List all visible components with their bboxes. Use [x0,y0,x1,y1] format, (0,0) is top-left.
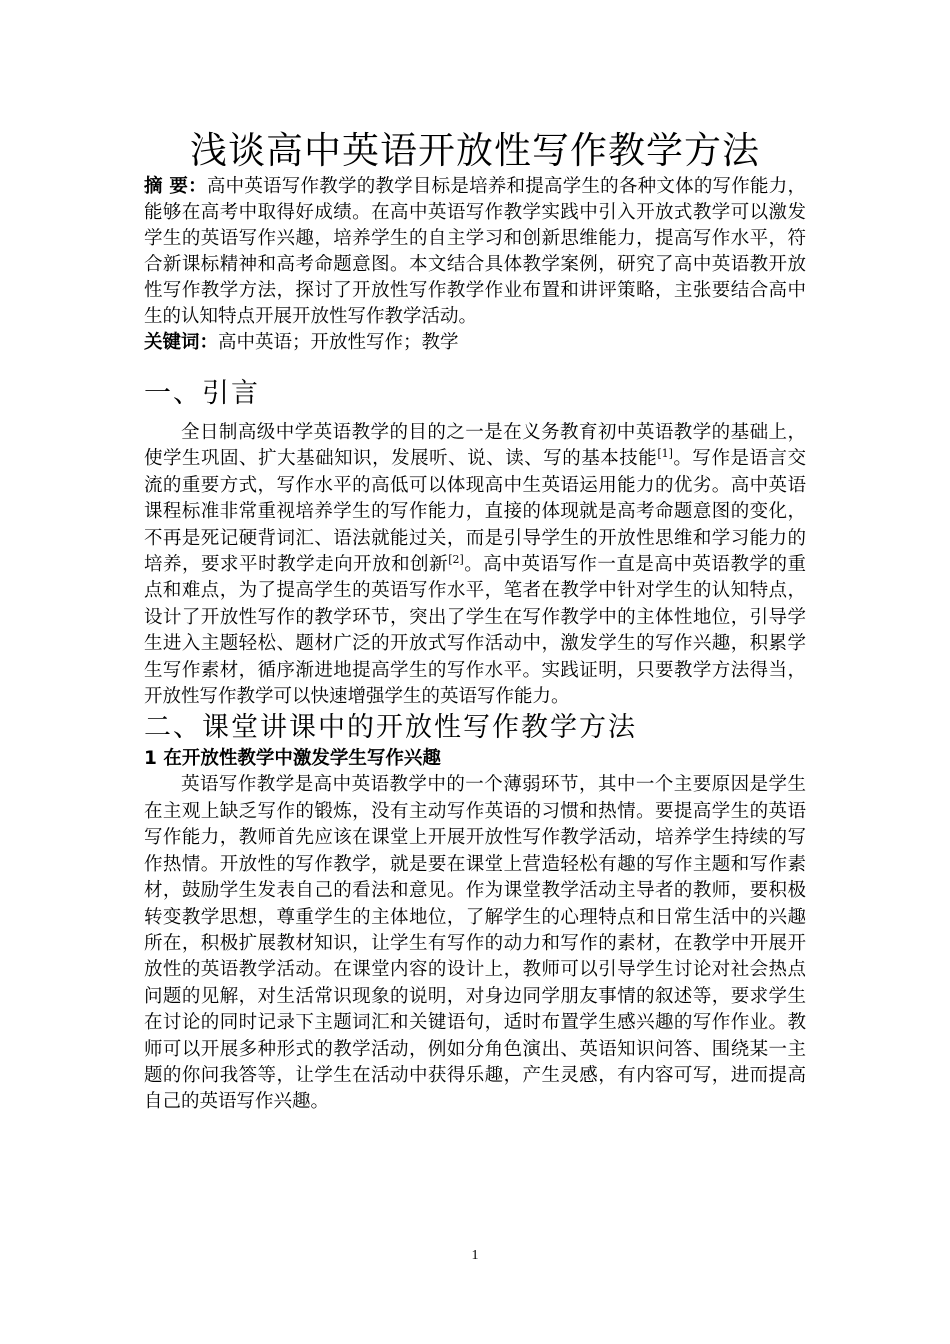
abstract [144,174,806,330]
keywords-label: 关键词： [144,332,219,353]
keywords [144,330,806,356]
intro-text-part3: 。高中英语写作一直是高中英语教学的重点和难点，为了提高学生的英语写作水平，笔者在教学中针对学生的认知特点，设计了开放性写作的教学环节，突出了学生在写作教学中的主体性地位，引导学生进入主题轻松、题材广泛的开放式写作活动中，激发学生的写作兴趣，积累学生写作素材，循序渐进地提高学生的写作水平。实践证明，只要教学方法得当，开放性写作教学可以快速增强学生的英语写作能力。 [144,554,806,708]
subsection-heading-1: 1 在开放性教学中激发学生写作兴趣 [144,748,441,770]
document-page [144,128,806,1116]
abstract-label: 摘 要： [144,176,207,197]
intro-text-part2: 。写作是语言交流的重要方式，写作水平的高低可以体现高中生英语运用能力的优劣。高中英语课程标准非常重视培养学生的写作能力，直接的体现就是高考命题意图的变化，不再是死记硬背词汇、语法就能过关，而是引导学生的开放性思维和学习能力的培养，要求平时教学走向开放和创新 [144,448,806,576]
citation-1: [1] [657,447,673,461]
intro-text-part1: 全日制高级中学英语教学的目的之一是在义务教育初中英语教学的基础上，使学生巩固、扩大基础知识，发展听、说、读、写的基本技能 [144,422,806,470]
citation-2: [2] [448,552,464,566]
page-number: 1 [471,1248,479,1263]
abstract-text: 高中英语写作教学的教学目标是培养和提高学生的各种文体的写作能力，能够在高考中取得好成绩。在高中英语写作教学实践中引入开放式教学可以激发学生的英语写作兴趣，培养学生的自主学习和创新思维能力，提高写作水平，符合新课标精神和高考命题意图。本文结合具体教学案例，研究了高中英语教开放性写作教学方法，探讨了开放性写作教学作业布置和讲评策略，主张要结合高中生的认知特点开展开放性写作教学活动。 [144,176,806,327]
subsection-1-paragraph: 英语写作教学是高中英语教学中的一个薄弱环节，其中一个主要原因是学生在主观上缺乏写作的锻炼，没有主动写作英语的习惯和热情。要提高学生的英语写作能力，教师首先应该在课堂上开展开放性写作教学活动，培养学生持续的写作热情。开放性的写作教学，就是要在课堂上营造轻松有趣的写作主题和写作素材，鼓励学生发表自己的看法和意见。作为课堂教学活动主导者的教师，要积极转变教学思想，尊重学生的主体地位，了解学生的心理特点和日常生活中的兴趣所在，积极扩展教材知识，让学生有写作的动力和写作的素材，在教学中开展开放性的英语教学活动。在课堂内容的设计上，教师可以引导学生讨论对社会热点问题的见解，对生活常识现象的说明，对身边同学朋友事情的叙述等，要求学生在讨论的同时记录下主题词汇和关键语句，适时布置学生感兴趣的写作作业。教师可以开展多种形式的教学活动，例如分角色演出、英语知识问答、围绕某一主题的你问我答等，让学生在活动中获得乐趣，产生灵感，有内容可写，进而提高自己的英语写作兴趣。 [144,774,806,1113]
section-heading-methods: 二、课堂讲课中的开放性写作教学方法 [144,712,637,744]
section-heading-introduction: 一、引言 [144,378,260,409]
introduction-paragraph [144,420,806,710]
document-title: 浅谈高中英语开放性写作教学方法 [190,129,760,172]
keywords-text: 高中英语；开放性写作；教学 [218,332,459,353]
